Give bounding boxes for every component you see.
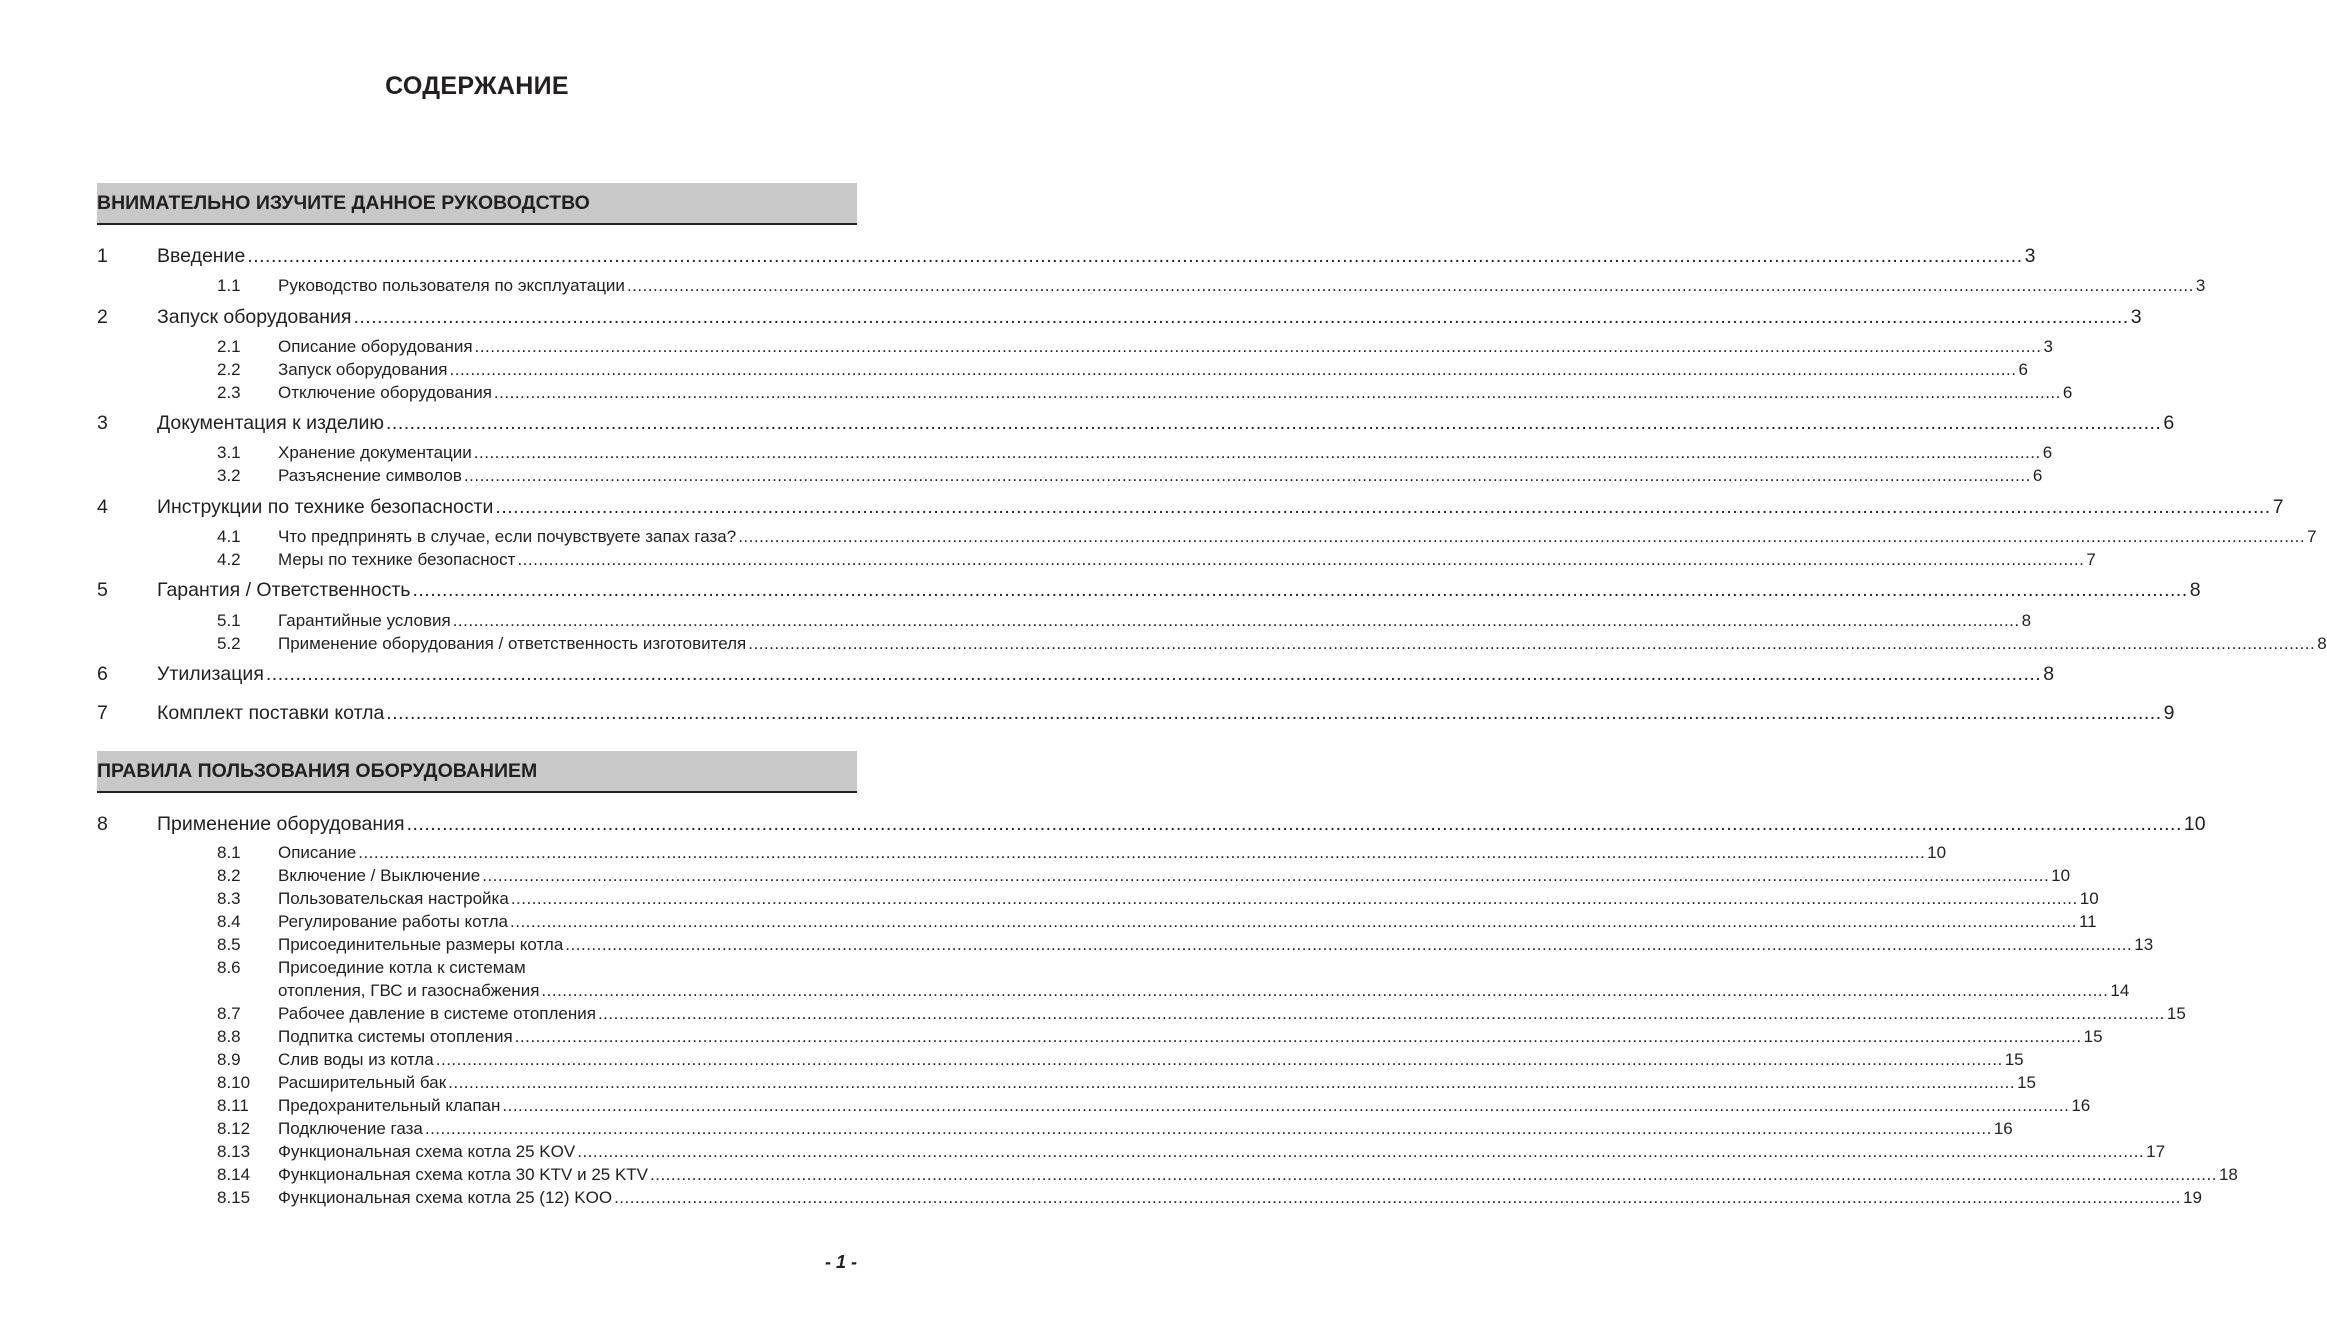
toc-entry[interactable] xyxy=(97,245,2036,269)
toc-entry-label: Запуск оборудования xyxy=(157,306,352,328)
toc-entry[interactable] xyxy=(97,579,2201,603)
toc-entry-page: 3 xyxy=(2195,276,2206,295)
dot-leader: ............................................................................................................................................................................................................................................................................................................ xyxy=(473,443,2041,462)
toc-entry-label: Применение оборудования / ответственность изготовителя xyxy=(278,634,747,653)
toc-entry-label: Хранение документации xyxy=(278,443,472,462)
toc-subentry[interactable] xyxy=(97,550,2096,574)
toc-entry-page: 11 xyxy=(2078,912,2097,931)
toc-entry-page: 10 xyxy=(1927,843,1947,862)
dot-leader: ............................................................................................................................................................................................................................................................................................................ xyxy=(386,412,2162,434)
toc-entry-page: 8 xyxy=(2317,634,2327,653)
toc-subentry[interactable] xyxy=(97,527,2317,551)
section-heading-1 xyxy=(97,183,857,225)
toc-entry-number: 1 xyxy=(97,245,108,267)
toc-entry-number: 8.3 xyxy=(217,889,241,908)
toc-subentry-continuation[interactable] xyxy=(97,981,2130,1005)
toc-entry-page: 6 xyxy=(2163,412,2175,434)
dot-leader: ............................................................................................................................................................................................................................................................................................................ xyxy=(474,337,2042,356)
toc-entry-label: Подключение газа xyxy=(278,1119,423,1138)
toc-entry-number: 8 xyxy=(97,813,108,835)
dot-leader: ............................................................................................................................................................................................................................................................................................................ xyxy=(449,360,2017,379)
toc-entry-number: 8.9 xyxy=(217,1050,241,1069)
toc-entry-label: Комплект поставки котла xyxy=(157,702,385,724)
toc-entry-label: Документация к изделию xyxy=(157,412,384,434)
toc-subentry[interactable] xyxy=(97,1004,2186,1028)
toc-subentry[interactable] xyxy=(97,1050,2024,1074)
dot-leader: ............................................................................................................................................................................................................................................................................................................ xyxy=(650,1165,2217,1184)
toc-entry-page: 3 xyxy=(2043,337,2053,356)
toc-entry-page: 9 xyxy=(2163,702,2175,724)
dot-leader: ............................................................................................................................................................................................................................................................................................................ xyxy=(353,306,2129,328)
toc-entry-label: Утилизация xyxy=(157,663,264,685)
section-heading-2 xyxy=(97,751,857,793)
toc-subentry[interactable] xyxy=(97,935,2154,959)
toc-entry-page: 6 xyxy=(2032,466,2043,485)
dot-leader: ............................................................................................................................................................................................................................................................................................................ xyxy=(510,912,2077,931)
dot-leader: ............................................................................................................................................................................................................................................................................................................ xyxy=(406,813,2182,835)
dot-leader: ............................................................................................................................................................................................................................................................................................................ xyxy=(386,702,2162,724)
toc-entry-number: 8.11 xyxy=(217,1096,249,1115)
toc-entry-label: Гарантия / Ответственность xyxy=(157,579,411,601)
toc-entry-label: Разъяснение символов xyxy=(278,466,462,485)
toc-entry-label: Меры по технике безопасност xyxy=(278,550,516,569)
toc-entry-label: Отключение оборудования xyxy=(278,383,492,402)
toc-entry-number: 8.8 xyxy=(217,1027,241,1046)
toc-entry-number: 8.1 xyxy=(217,843,241,862)
toc-entry-page: 17 xyxy=(2146,1142,2166,1161)
section-heading-text: ВНИМАТЕЛЬНО ИЗУЧИТЕ ДАННОЕ РУКОВОДСТВО xyxy=(97,192,590,214)
dot-leader: ............................................................................................................................................................................................................................................................................................................ xyxy=(493,383,2061,402)
toc-entry-number: 1.1 xyxy=(217,276,241,295)
toc-subentry[interactable] xyxy=(97,337,2053,361)
toc-entry-label: Включение / Выключение xyxy=(278,866,481,885)
toc-subentry[interactable] xyxy=(97,866,2071,890)
dot-leader: ............................................................................................................................................................................................................................................................................................................ xyxy=(738,527,2306,546)
toc-entry[interactable] xyxy=(97,496,2284,520)
toc-entry-label: Слив воды из котла xyxy=(278,1050,434,1069)
toc-entry-number: 3 xyxy=(97,412,108,434)
dot-leader: ............................................................................................................................................................................................................................................................................................................ xyxy=(514,1027,2082,1046)
dot-leader: ............................................................................................................................................................................................................................................................................................................ xyxy=(541,981,2109,1000)
toc-entry-number: 8.2 xyxy=(217,866,241,885)
toc-entry-number: 8.4 xyxy=(217,912,241,931)
toc-entry-label: Расширительный бак xyxy=(278,1073,447,1092)
toc-entry-number: 8.12 xyxy=(217,1119,251,1138)
dot-leader: ............................................................................................................................................................................................................................................................................................................ xyxy=(435,1050,2003,1069)
dot-leader: ............................................................................................................................................................................................................................................................................................................ xyxy=(412,579,2188,601)
toc-entry-number: 6 xyxy=(97,663,108,685)
toc-entry-page: 13 xyxy=(2134,935,2154,954)
dot-leader: ............................................................................................................................................................................................................................................................................................................ xyxy=(482,866,2050,885)
toc-entry-label: Рабочее давление в системе отопления xyxy=(278,1004,596,1023)
toc-entry-number: 2 xyxy=(97,306,108,328)
toc-entry-page: 8 xyxy=(2021,611,2032,630)
page-number: - 1 - xyxy=(824,1252,857,1272)
toc-entry-label: Пользовательская настройка xyxy=(278,889,509,908)
toc-subentry[interactable] xyxy=(97,383,2073,407)
toc-entry-number: 7 xyxy=(97,702,108,724)
toc-entry-page: 15 xyxy=(2166,1004,2186,1023)
dot-leader: ............................................................................................................................................................................................................................................................................................................ xyxy=(577,1142,2145,1161)
dot-leader: ............................................................................................................................................................................................................................................................................................................ xyxy=(448,1073,2016,1092)
toc-subentry[interactable] xyxy=(97,634,2327,658)
toc-entry-page: 16 xyxy=(2071,1096,2091,1115)
toc-entry-page: 18 xyxy=(2218,1165,2238,1184)
toc-entry[interactable] xyxy=(97,412,2175,436)
toc-entry-number: 3.1 xyxy=(217,443,241,462)
toc-entry-page: 15 xyxy=(2017,1073,2037,1092)
toc-entry-page: 15 xyxy=(2004,1050,2024,1069)
dot-leader: ............................................................................................................................................................................................................................................................................................................ xyxy=(265,663,2042,685)
toc-entry-page: 16 xyxy=(1993,1119,2013,1138)
dot-leader: ............................................................................................................................................................................................................................................................................................................ xyxy=(424,1119,1992,1138)
dot-leader: ............................................................................................................................................................................................................................................................................................................ xyxy=(247,245,2023,267)
toc-entry-page: 14 xyxy=(2110,981,2130,1000)
toc-subentry[interactable] xyxy=(97,611,2032,635)
toc-entry-page: 8 xyxy=(2043,663,2055,685)
toc-entry-label: Описание xyxy=(278,843,357,862)
toc-entry-number: 2.2 xyxy=(217,360,241,379)
dot-leader: ............................................................................................................................................................................................................................................................................................................ xyxy=(510,889,2078,908)
toc-entry-label: Применение оборудования xyxy=(157,813,405,835)
dot-leader: ............................................................................................................................................................................................................................................................................................................ xyxy=(748,634,2316,653)
toc-entry-label: Описание оборудования xyxy=(278,337,473,356)
toc-entry-label: Подпитка системы отопления xyxy=(278,1027,513,1046)
toc-entry-page: 10 xyxy=(2079,889,2099,908)
toc-entry-number: 2.3 xyxy=(217,383,241,402)
dot-leader: ............................................................................................................................................................................................................................................................................................................ xyxy=(565,935,2133,954)
toc-entry-page: 6 xyxy=(2018,360,2028,379)
toc-entry-label: Функциональная схема котла 25 (12) KOO xyxy=(278,1188,613,1207)
toc-entry-page: 3 xyxy=(2024,245,2036,267)
toc-entry-number: 5 xyxy=(97,579,108,601)
toc-subentry[interactable] xyxy=(97,1142,2166,1166)
toc-subentry-multiline[interactable] xyxy=(97,958,857,982)
dot-leader: ............................................................................................................................................................................................................................................................................................................ xyxy=(495,496,2271,518)
toc-entry[interactable] xyxy=(97,813,2206,837)
toc-entry-number: 8.15 xyxy=(217,1188,251,1207)
toc-entry-page: 3 xyxy=(2130,306,2142,328)
section-heading-text: ПРАВИЛА ПОЛЬЗОВАНИЯ ОБОРУДОВАНИЕМ xyxy=(97,760,538,782)
toc-entry-label: Введение xyxy=(157,245,246,267)
toc-entry-number: 8.10 xyxy=(217,1073,251,1092)
toc-entry-number: 3.2 xyxy=(217,466,241,485)
toc-subentry[interactable] xyxy=(97,1096,2091,1120)
toc-entry-page: 8 xyxy=(2189,579,2201,601)
dot-leader: ............................................................................................................................................................................................................................................................................................................ xyxy=(358,843,1926,862)
toc-subentry[interactable] xyxy=(97,1027,2103,1051)
toc-entry-number: 8.13 xyxy=(217,1142,251,1161)
toc-entry-label: Присоединительные размеры котла xyxy=(278,935,564,954)
toc-entry-page: 19 xyxy=(2183,1188,2202,1207)
toc-entry-label: Предохранительный клапан xyxy=(278,1096,501,1115)
toc-entry-number: 4.2 xyxy=(217,550,241,569)
dot-leader: ............................................................................................................................................................................................................................................................................................................ xyxy=(517,550,2085,569)
toc-entry-number: 8.14 xyxy=(217,1165,251,1184)
toc-entry-label: Присоединие котла к системам xyxy=(278,958,526,977)
toc-subentry[interactable] xyxy=(97,889,2099,913)
toc-entry-label: Что предпринять в случае, если почувствуете запах газа? xyxy=(278,527,737,546)
toc-entry-label: Запуск оборудования xyxy=(278,360,448,379)
dot-leader: ............................................................................................................................................................................................................................................................................................................ xyxy=(463,466,2031,485)
toc-entry-number: 8.5 xyxy=(217,935,241,954)
toc-entry-page: 10 xyxy=(2051,866,2071,885)
dot-leader: ............................................................................................................................................................................................................................................................................................................ xyxy=(502,1096,2070,1115)
toc-entry-label-line2: отопления, ГВС и газоснабжения xyxy=(278,981,540,1000)
page-title: СОДЕРЖАНИЕ xyxy=(385,72,569,100)
toc-entry-label: Регулирование работы котла xyxy=(278,912,509,931)
toc-entry-label: Руководство пользователя по эксплуатации xyxy=(278,276,625,295)
toc-subentry[interactable] xyxy=(97,912,2097,936)
dot-leader: ............................................................................................................................................................................................................................................................................................................ xyxy=(626,276,2194,295)
toc-entry-number: 2.1 xyxy=(217,337,241,356)
toc-subentry[interactable] xyxy=(97,360,2028,384)
dot-leader: ............................................................................................................................................................................................................................................................................................................ xyxy=(452,611,2020,630)
toc-entry-number: 4.1 xyxy=(217,527,241,546)
toc-subentry[interactable] xyxy=(97,1119,2013,1143)
dot-leader: ............................................................................................................................................................................................................................................................................................................ xyxy=(597,1004,2165,1023)
toc-entry-number: 5.1 xyxy=(217,611,241,630)
toc-subentry[interactable] xyxy=(97,1188,2202,1212)
toc-entry-number: 4 xyxy=(97,496,108,518)
dot-leader: ............................................................................................................................................................................................................................................................................................................ xyxy=(614,1188,2182,1207)
toc-subentry[interactable] xyxy=(97,1165,2238,1189)
toc-entry-page: 7 xyxy=(2272,496,2284,518)
toc-entry-number: 8.6 xyxy=(217,958,241,977)
toc-entry-page: 6 xyxy=(2042,443,2053,462)
toc-entry-page: 6 xyxy=(2062,383,2073,402)
toc-entry-label: Инструкции по технике безопасности xyxy=(157,496,494,518)
toc-entry-label: Функциональная схема котла 25 KOV xyxy=(278,1142,576,1161)
toc-entry-page: 7 xyxy=(2086,550,2096,569)
toc-entry[interactable] xyxy=(97,306,2142,330)
toc-entry-page: 10 xyxy=(2183,813,2206,835)
toc-subentry[interactable] xyxy=(97,466,2043,490)
toc-entry-label: Гарантийные условия xyxy=(278,611,451,630)
toc-subentry[interactable] xyxy=(97,276,2206,300)
toc-entry-number: 8.7 xyxy=(217,1004,241,1023)
toc-entry[interactable] xyxy=(97,663,2055,687)
toc-subentry[interactable] xyxy=(97,1073,2037,1097)
toc-subentry[interactable] xyxy=(97,843,1947,867)
toc-entry[interactable] xyxy=(97,702,2175,726)
toc-entry-page: 7 xyxy=(2307,527,2317,546)
toc-subentry[interactable] xyxy=(97,443,2053,467)
toc-entry-page: 15 xyxy=(2083,1027,2103,1046)
toc-entry-label: Функциональная схема котла 30 KTV и 25 KTV xyxy=(278,1165,649,1184)
toc-entry-number: 5.2 xyxy=(217,634,241,653)
